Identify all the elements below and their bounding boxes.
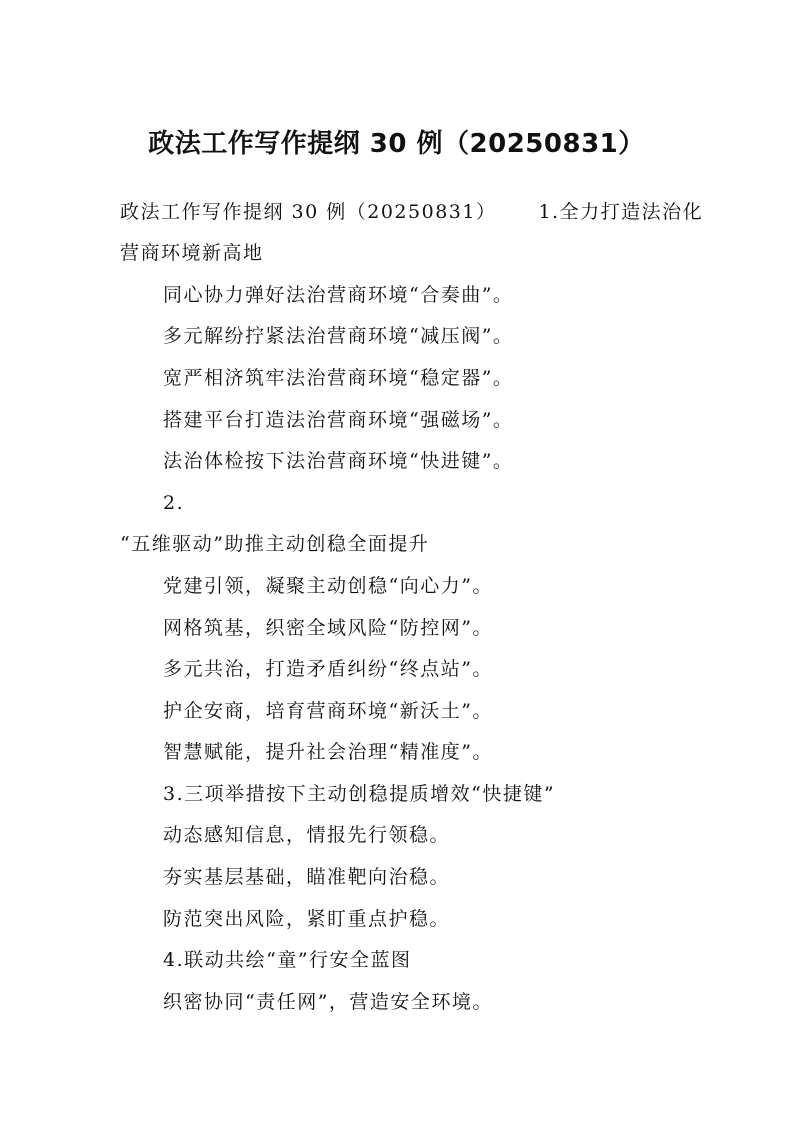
section3-item: 夯实基层基础，瞄准靶向治稳。 bbox=[163, 866, 451, 888]
section3-item: 动态感知信息，情报先行领稳。 bbox=[163, 824, 451, 846]
section1-item: 同心协力弹好法治营商环境“合奏曲”。 bbox=[163, 284, 514, 306]
section1-item: 搭建平台打造法治营商环境“强磁场”。 bbox=[163, 409, 514, 431]
section2-number: 2. bbox=[163, 492, 185, 514]
section3-item: 防范突出风险，紧盯重点护稳。 bbox=[163, 908, 451, 930]
section2-item: 多元共治，打造矛盾纠纷“终点站”。 bbox=[163, 658, 493, 680]
section4-item: 织密协同“责任网”，营造安全环境。 bbox=[163, 991, 493, 1013]
section1-item: 宽严相济筑牢法治营商环境“稳定器”。 bbox=[163, 367, 514, 389]
section2-item: 智慧赋能，提升社会治理“精准度”。 bbox=[163, 741, 493, 763]
section2-item: 网格筑基，织密全域风险“防控网”。 bbox=[163, 617, 493, 639]
section3-heading: 3.三项举措按下主动创稳提质增效“快捷键” bbox=[163, 783, 556, 805]
section1-item: 法治体检按下法治营商环境“快进键”。 bbox=[163, 450, 514, 472]
section2-item: 党建引领，凝聚主动创稳“向心力”。 bbox=[163, 575, 493, 597]
intro-prefix: 政法工作写作提纲 30 例（20250831） bbox=[120, 201, 497, 223]
section4-heading: 4.联动共绘“童”行安全蓝图 bbox=[163, 949, 412, 971]
section1-item: 多元解纷拧紧法治营商环境“减压阀”。 bbox=[163, 325, 514, 347]
intro-line bbox=[120, 197, 703, 227]
section2-item: 护企安商，培育营商环境“新沃土”。 bbox=[163, 700, 493, 722]
section1-heading-part1: 1.全力打造法治化 bbox=[538, 201, 704, 223]
section1-heading-part2: 营商环境新高地 bbox=[120, 242, 264, 264]
document-title: 政法工作写作提纲 30 例（20250831） bbox=[148, 129, 645, 159]
section2-heading: “五维驱动”助推主动创稳全面提升 bbox=[120, 533, 430, 555]
